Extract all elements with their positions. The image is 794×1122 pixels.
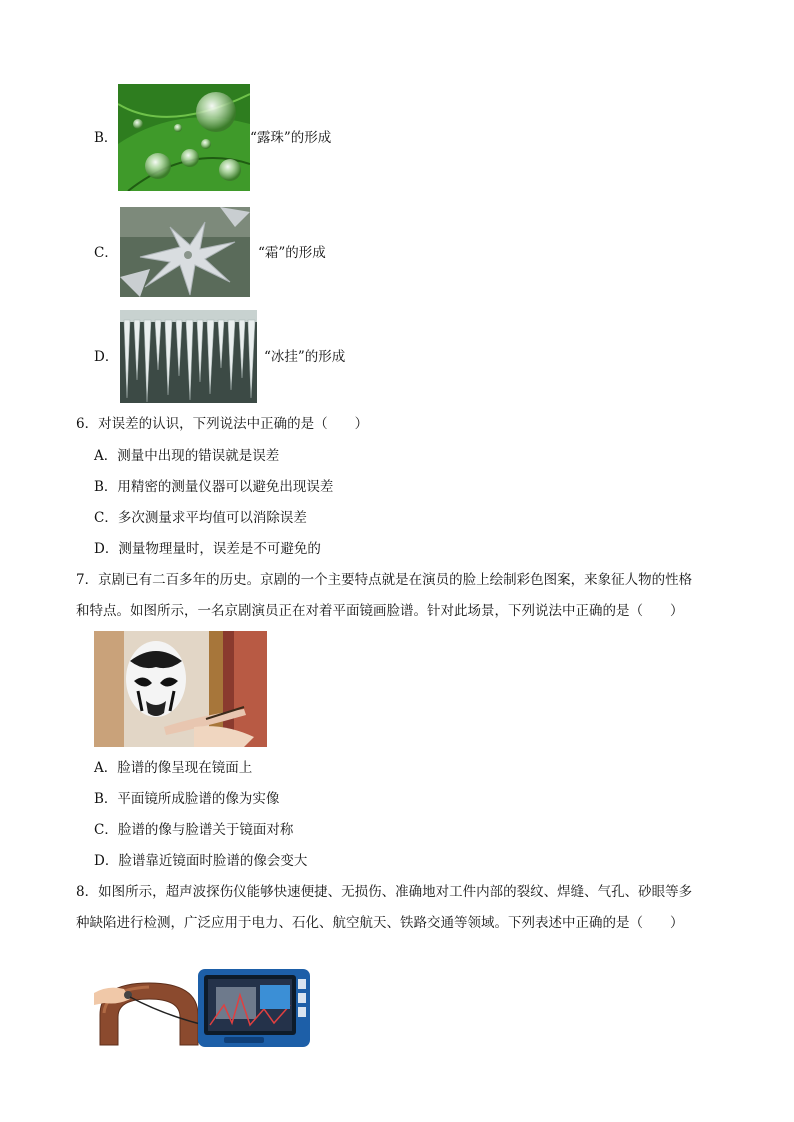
q5-option-c-letter: C． (94, 245, 118, 261)
q6-option-d: D．测量物理量时，误差是不可避免的 (94, 541, 321, 557)
q7-stem-line2: 和特点。如图所示，一名京剧演员正在对着平面镜画脸谱。针对此场景，下列说法中正确的是（ ） (76, 603, 684, 619)
q7-option-c: C．脸谱的像与脸谱关于镜面对称 (94, 822, 294, 838)
q7-option-a: A．脸谱的像呈现在镜面上 (94, 760, 253, 776)
q7-option-d: D．脸谱靠近镜面时脸谱的像会变大 (94, 853, 308, 869)
q8-stem-line1: 8．如图所示，超声波探伤仪能够快速便捷、无损伤、准确地对工件内部的裂纹、焊缝、气孔、砂眼等多 (76, 884, 693, 900)
q5-option-c-caption: “霜”的形成 (258, 245, 326, 261)
icicles-image (120, 310, 257, 403)
q5-option-b-letter: B． (94, 130, 118, 146)
q6-option-b: B．用精密的测量仪器可以避免出现误差 (94, 479, 334, 495)
q6-option-a: A．测量中出现的错误就是误差 (94, 448, 280, 464)
frost-image (120, 207, 250, 297)
opera-mirror-image (94, 631, 267, 747)
dew-drops-image (118, 84, 250, 191)
q5-option-d-caption: “冰挂”的形成 (264, 349, 346, 365)
q5-option-d-letter: D． (94, 349, 119, 365)
q8-stem-line2: 种缺陷进行检测，广泛应用于电力、石化、航空航天、铁路交通等领域。下列表述中正确的是（ ） (76, 915, 684, 931)
q7-option-b: B．平面镜所成脸谱的像为实像 (94, 791, 280, 807)
q6-stem: 6．对误差的认识，下列说法中正确的是（ ） (76, 416, 369, 432)
q7-stem-line1: 7．京剧已有二百多年的历史。京剧的一个主要特点就是在演员的脸上绘制彩色图案，来象征人物的性格 (76, 572, 693, 588)
q6-option-c: C．多次测量求平均值可以消除误差 (94, 510, 307, 526)
ultrasonic-detector-image (94, 965, 314, 1053)
q5-option-b-caption: “露珠”的形成 (250, 130, 332, 146)
